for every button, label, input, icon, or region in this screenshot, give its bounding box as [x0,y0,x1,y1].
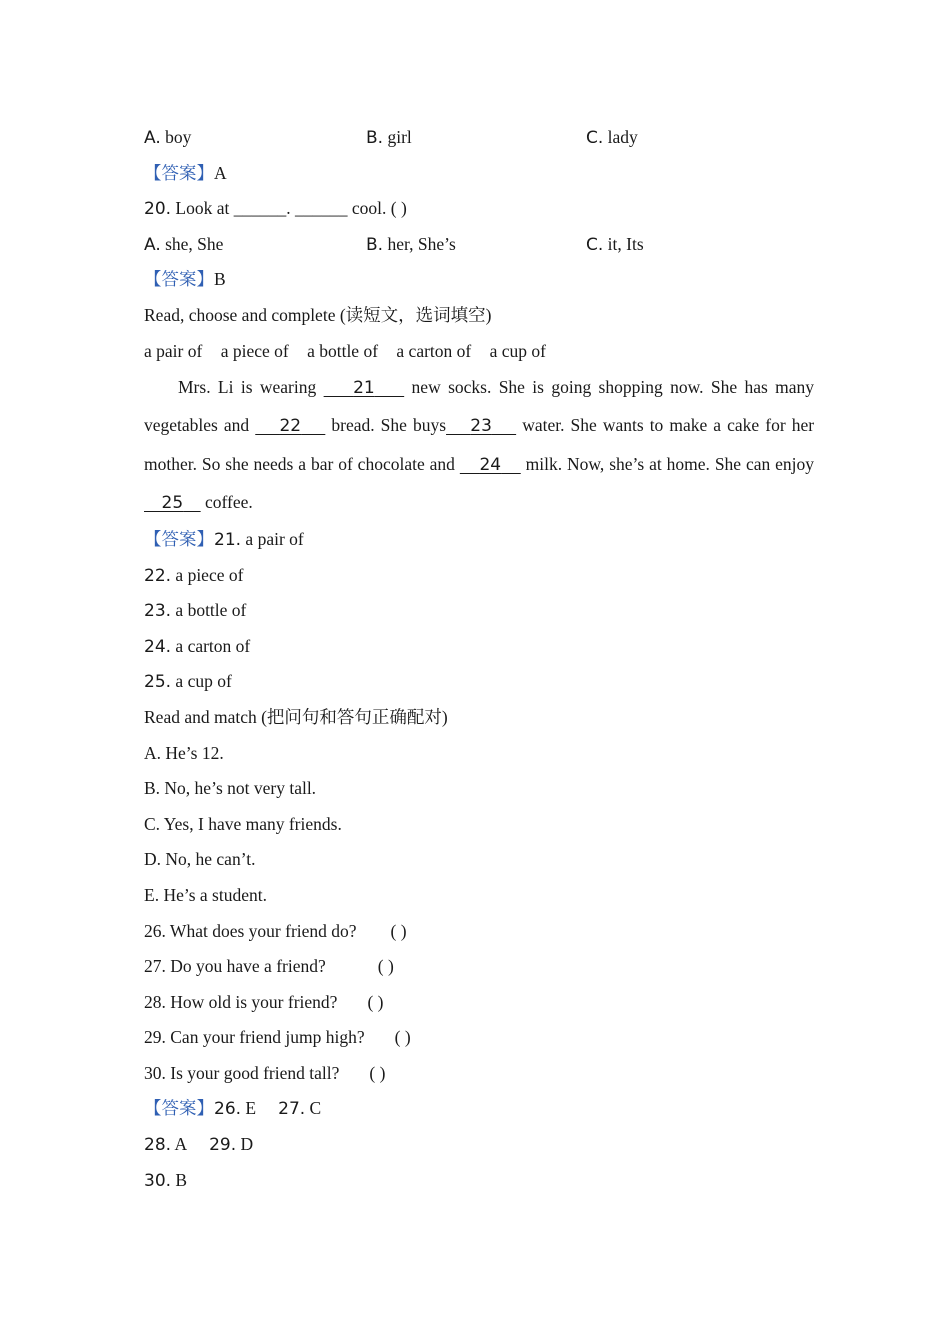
q19-option-c: C. lady [586,127,638,148]
section1-answer-24: 24. a carton of [144,635,251,657]
word-bank [144,334,814,370]
word-bank-item: a pair of [144,340,203,361]
section2-answer-row-2: 28. A 29. D [144,1134,254,1156]
section2-answer-row-1: 【答案】26. E 27. C [144,1098,322,1120]
match-question-28: 28. How old is your friend? ( ) [144,991,384,1012]
q19-answer: 【答案】A [144,162,227,183]
blank-21: 21 [353,378,375,399]
q19-options [144,120,814,156]
q20-option-c: C. it, Its [586,233,644,255]
q20-option-a: A. she, She [144,233,224,255]
word-bank-item: a bottle of [307,340,379,361]
match-choice-c: C. Yes, I have many friends. [144,813,342,834]
match-choice-d: D. No, he can’t. [144,849,256,870]
q20-question: 20. Look at ______. ______ cool. ( ) [144,198,407,220]
q20-answer: 【答案】B [144,269,226,290]
section1-answer-22: 22. a piece of [144,564,244,586]
q19-option-a: A. boy [144,127,192,148]
match-choice-a: A. He’s 12. [144,742,224,763]
match-choice-e: E. He’s a student. [144,884,267,905]
reading-passage: Mrs. Li is wearing 21 new socks. She is going shopping now. She has many vegetables and 22 bread. She buys 23 water. She wants to make a cake for her mother. So she needs a bar of chocolate and 24 milk. Now, she’s at home. She can enjoy 25 coffee. [144,377,815,513]
match-question-26: 26. What does your friend do? ( ) [144,920,407,941]
blank-24: 24 [479,454,502,475]
word-bank-item: a piece of [220,340,289,361]
document-page [144,120,814,1198]
section1-answer-23: 23. a bottle of [144,600,247,622]
match-question-29: 29. Can your friend jump high? ( ) [144,1027,411,1048]
word-bank-item: a cup of [489,340,546,361]
blank-22: 22 [279,416,302,437]
section2-title: Read and match (把问句和答句正确配对) [144,706,448,727]
q19-option-b: B. girl [366,127,412,148]
section2-answer-row-3: 30. B [144,1169,188,1191]
blank-25: 25 [161,492,184,513]
section1-answer-21: 【答案】21. a pair of [144,528,304,550]
q20-options [144,227,814,263]
section1-title: Read, choose and complete (读短文，选词填空) [144,304,492,325]
blank-23: 23 [470,416,492,437]
word-bank-item: a carton of [396,340,472,361]
q20-option-b: B. her, She’s [366,233,456,255]
section1-answer-25: 25. a cup of [144,671,232,693]
match-question-30: 30. Is your good friend tall? ( ) [144,1062,386,1083]
match-choice-b: B. No, he’s not very tall. [144,778,317,799]
match-question-27: 27. Do you have a friend? ( ) [144,956,394,977]
